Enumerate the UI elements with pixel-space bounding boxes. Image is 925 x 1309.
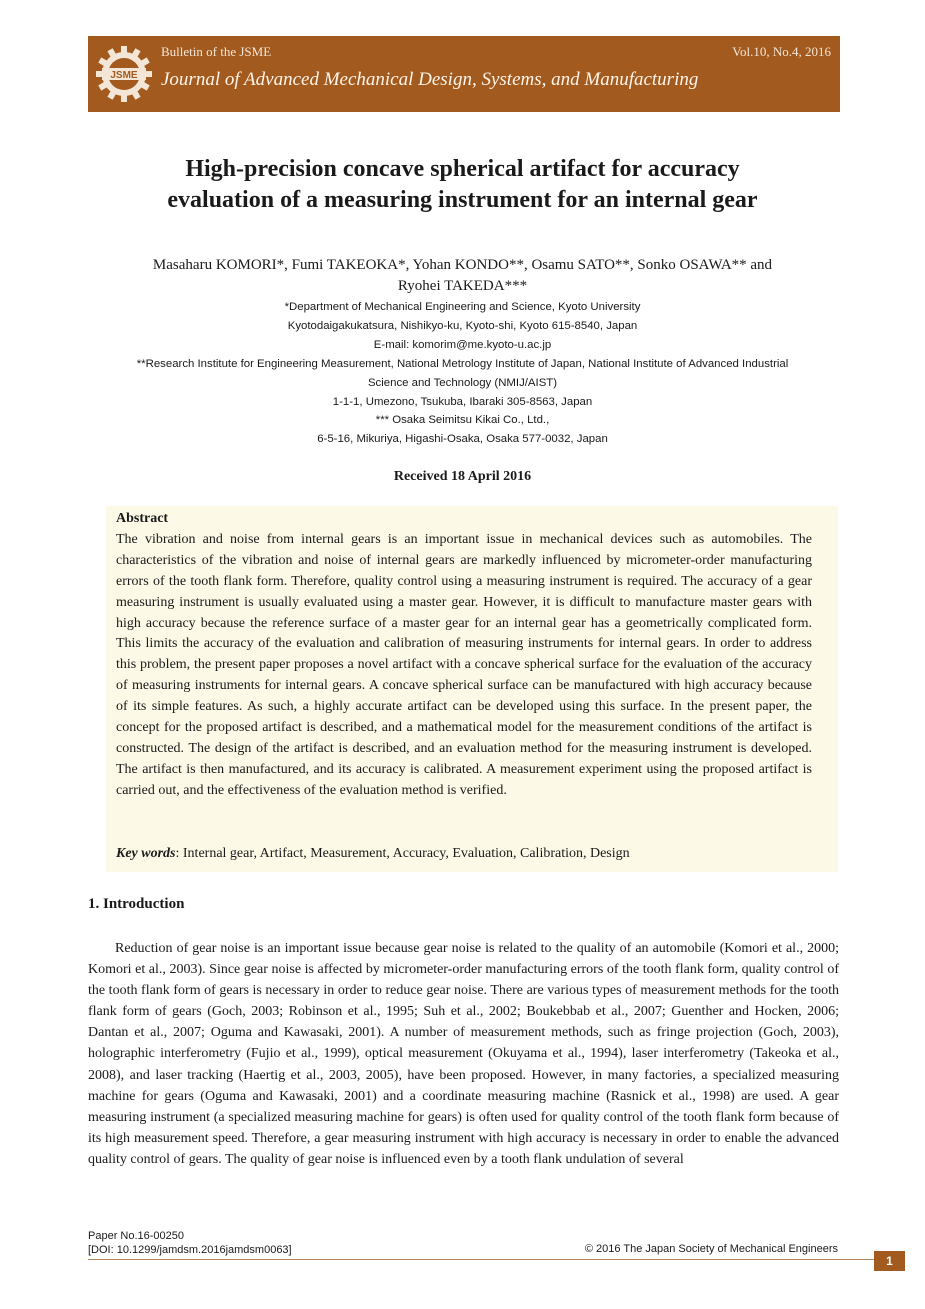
- title-line-2: evaluation of a measuring instrument for an internal gear: [167, 187, 758, 213]
- bulletin-name: Bulletin of the JSME: [161, 44, 272, 59]
- footer-divider: [88, 1259, 874, 1260]
- keywords: [116, 846, 826, 862]
- page-number: 1: [874, 1251, 905, 1271]
- paper-title: [60, 154, 865, 216]
- journal-title: Journal of Advanced Mechanical Design, Systems, and Manufacturing: [161, 69, 699, 90]
- affiliation-line: Kyotodaigakukatsura, Nishikyo-ku, Kyoto-shi, Kyoto 615-8540, Japan: [287, 319, 638, 332]
- affiliation-line: 6-5-16, Mikuriya, Higashi-Osaka, Osaka 577-0032, Japan: [317, 433, 608, 446]
- section-body: [88, 938, 839, 1170]
- abstract-text: The vibration and noise from internal gears is an important issue in mechanical devices such as automobiles. The characteristics of the vibration and noise of internal gears are markedly influenced by micrometer-order manufacturing errors of the tooth flank form. Therefore, quality control using a measuring instrument is required. The accuracy of a gear measuring instrument is usually evaluated using a master gear. However, it is difficult to manufacture master gears with high accuracy because the reference surface of a master gear for an internal gear has a geometrically complicated form. This limits the accuracy of the evaluation and calibration of measuring instruments for internal gears. In order to address this problem, the present paper proposes a novel artifact with a concave spherical surface for the evaluation of the accuracy of measuring instruments for internal gears. A concave spherical surface can be manufactured with high accuracy because of its simple features. As such, a highly accurate artifact can be developed using this surface. In the present paper, the concept for the proposed artifact is described, and a mathematical model for the measurement conditions of the artifact is constructed. The design of the artifact is described, and an evaluation method for the measuring instrument is developed. The artifact is then manufactured, and its accuracy is calibrated. A measurement experiment using the proposed artifact is carried out, and the effectiveness of the evaluation method is verified.: [116, 532, 812, 798]
- affiliation-line: **Research Institute for Engineering Measurement, National Metrology Institute of Japan, National Institute of Advanced Industrial: [136, 357, 789, 370]
- affiliation-line: *Department of Mechanical Engineering and Science, Kyoto University: [284, 301, 641, 313]
- copyright: © 2016 The Japan Society of Mechanical Engineers: [584, 1243, 838, 1255]
- abstract-heading: Abstract: [116, 511, 169, 526]
- footer-paper-info: [88, 1229, 292, 1257]
- affiliation-line: 1-1-1, Umezono, Tsukuba, Ibaraki 305-8563, Japan: [332, 395, 593, 408]
- intro-paragraph: Reduction of gear noise is an important issue because gear noise is related to the quality of an automobile (Komori et al., 2000; Komori et al., 2003). Since gear noise is affected by micrometer-order manufacturing errors of the tooth flank form, quality control of the tooth flank form of gears is necessary in order to reduce gear noise. There are various types of measurement methods for the tooth flank form of gears (Goch, 2003; Robinson et al., 1995; Suh et al., 2002; Boukebbab et al., 2007; Guenther and Hocken, 2006; Dantan et al., 2007; Oguma and Kawasaki, 2001). A number of measurement methods, such as fringe projection (Goch, 2003), holographic interferometry (Fujio et al., 1999), optical measurement (Okuyama et al., 1994), laser interferometry (Takeoka et al., 2008), and laser tracking (Haertig et al., 2003, 2005), have been proposed. However, in many factories, a specialized measuring machine for gears (Oguma and Kawasaki, 2001) and a coordinate measuring machine (Rasnick et al., 1998) are used. A gear measuring instrument (a specialized measuring machine for gears) is often used for quality control of the tooth flank form because of its high measurement speed. Therefore, a gear measuring instrument with high accuracy is necessary in order to enable the advanced quality control of gears. The quality of gear noise is influenced even by a tooth flank undulation of several: [88, 941, 839, 1167]
- paper-number: Paper No.16-00250: [88, 1230, 185, 1242]
- doi-link[interactable]: [DOI: 10.1299/jamdsm.2016jamdsm0063]: [88, 1244, 292, 1256]
- volume-info: Vol.10, No.4, 2016: [732, 44, 831, 59]
- logo-text: JSME: [110, 70, 138, 81]
- author-list: [60, 255, 865, 297]
- banner-top-line: [161, 44, 831, 60]
- affiliations: [60, 298, 865, 449]
- journal-banner: [88, 36, 840, 112]
- authors-line-2: Ryohei TAKEDA***: [397, 278, 528, 294]
- keywords-label: Key words: [116, 846, 176, 861]
- section-heading: 1. Introduction: [88, 896, 185, 912]
- affiliation-email: E-mail: komorim@me.kyoto-u.ac.jp: [373, 338, 552, 351]
- received-date: Received 18 April 2016: [393, 469, 532, 484]
- jsme-gear-logo-icon: [94, 44, 154, 104]
- keywords-list: : Internal gear, Artifact, Measurement, Accuracy, Evaluation, Calibration, Design: [175, 846, 630, 861]
- affiliation-line: *** Osaka Seimitsu Kikai Co., Ltd.,: [375, 414, 550, 427]
- title-line-1: High-precision concave spherical artifact for accuracy: [185, 156, 740, 182]
- authors-line-1: Masaharu KOMORI*, Fumi TAKEOKA*, Yohan KONDO**, Osamu SATO**, Sonko OSAWA** and: [152, 257, 773, 273]
- affiliation-line: Science and Technology (NMIJ/AIST): [367, 376, 558, 389]
